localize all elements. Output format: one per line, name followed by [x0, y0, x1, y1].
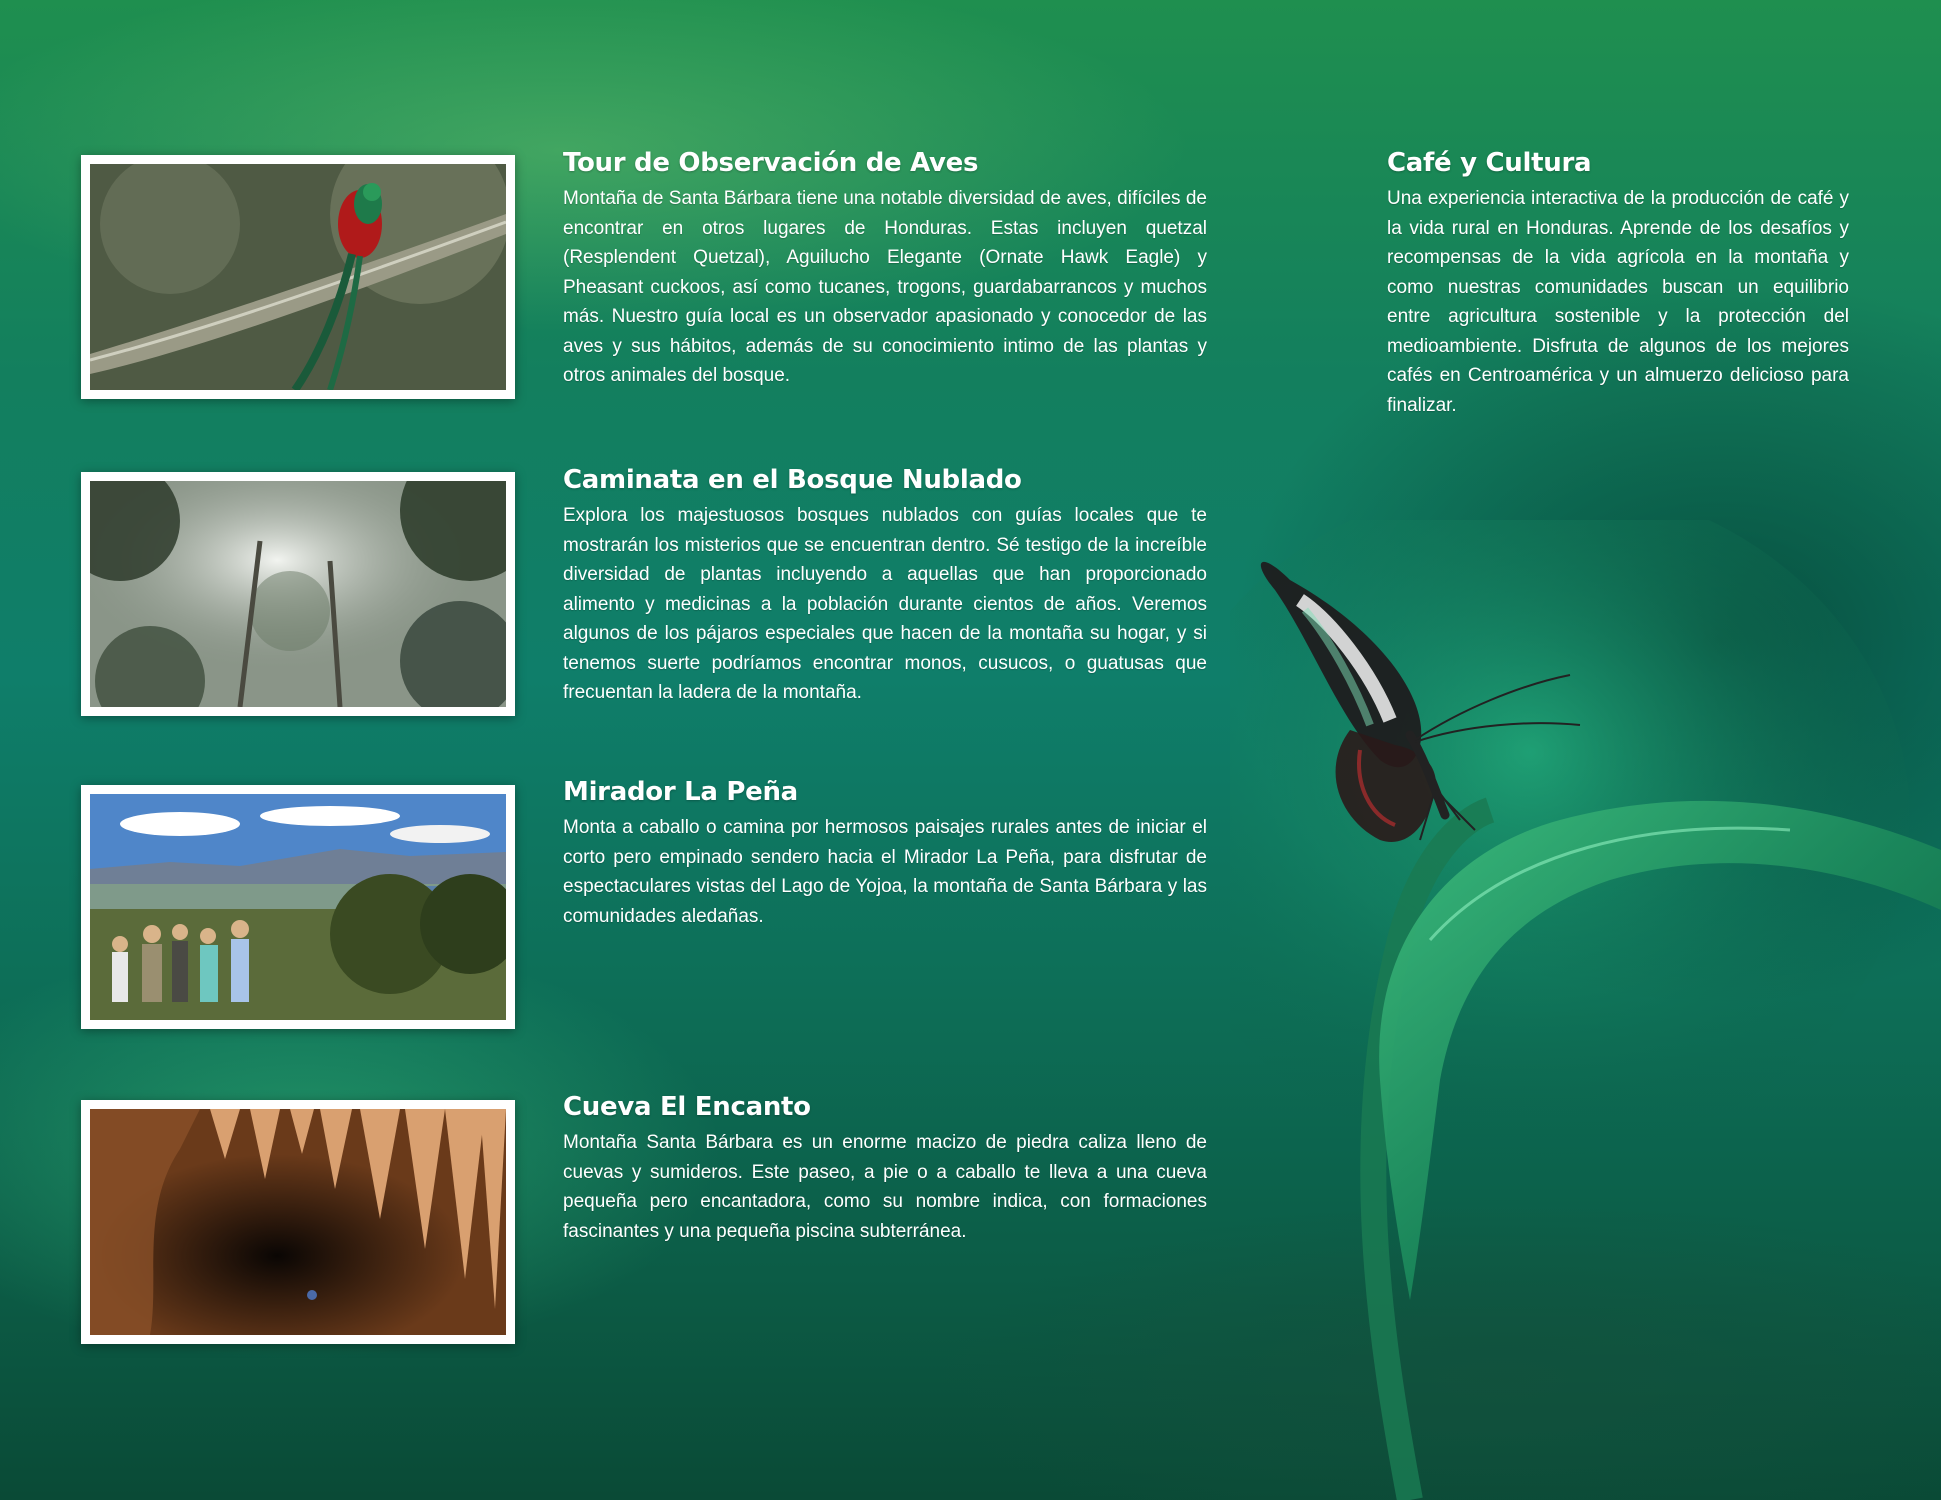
butterfly-photo — [1230, 520, 1941, 1500]
cave-photo — [81, 1100, 515, 1344]
section-body: Montaña Santa Bárbara es un enorme macizo de piedra caliza lleno de cuevas y sumideros. Este paseo, a pie o a caballo te lleva a una cueva pequeña pero encantadora, como su nombre indica, con formaciones fascinantes y una pequeña piscina subterránea. — [563, 1132, 1207, 1242]
quetzal-photo — [81, 155, 515, 399]
cloud-forest-photo — [81, 472, 515, 716]
section-cloud-forest — [563, 463, 1207, 708]
section-body: Monta a caballo o camina por hermosos paisajes rurales antes de iniciar el corto pero empinado sendero hacia el Mirador La Peña, para disfrutar de espectaculares vistas del Lago de Yojoa, la montaña de Santa Bárbara y las comunidades aledañas. — [563, 817, 1207, 927]
section-title: Tour de Observación de Aves — [563, 148, 979, 178]
section-title: Mirador La Peña — [563, 777, 798, 807]
section-body: Montaña de Santa Bárbara tiene una notable diversidad de aves, difíciles de encontrar en otros lugares de Honduras. Estas incluyen quetzal (Resplendent Quetzal), Aguilucho Elegante (Ornate Hawk Eagle) y Pheasant cuckoos, así como tucanes, trogons, guardabarrancos y muchos más. Nuestro guía local es un observador apasionado y conocedor de las aves y sus hábitos, además de su conocimiento intimo de las plantas y otros animales del bosque. — [563, 188, 1207, 386]
section-body: Explora los majestuosos bosques nublados con guías locales que te mostrarán los misterios que se encuentran dentro. Sé testigo de la increíble diversidad de plantas incluyendo a aquellas que han proporcionado alimento y medicinas a la población durante cientos de años. Veremos algunos de los pájaros especiales que hacen de la montaña su hogar, y si tenemos suerte podríamos encontrar monos, cusucos, o guatusas que frecuentan la ladera de la montaña. — [563, 505, 1207, 703]
section-cave — [563, 1090, 1207, 1246]
section-mirador — [563, 775, 1207, 931]
mirador-photo — [81, 785, 515, 1029]
section-bird-tour — [563, 146, 1207, 391]
section-title: Café y Cultura — [1387, 148, 1592, 178]
section-title: Cueva El Encanto — [563, 1092, 811, 1122]
section-coffee-culture — [1387, 146, 1849, 420]
section-title: Caminata en el Bosque Nublado — [563, 465, 1022, 495]
section-body: Una experiencia interactiva de la producción de café y la vida rural en Honduras. Aprende de los desafíos y recompensas de la vida agrícola en la montaña y como nuestras comunidades buscan un equilibrio entre agricultura sostenible y la protección del medioambiente. Disfruta de algunos de los mejores cafés en Centroamérica y un almuerzo delicioso para finalizar. — [1387, 188, 1849, 416]
